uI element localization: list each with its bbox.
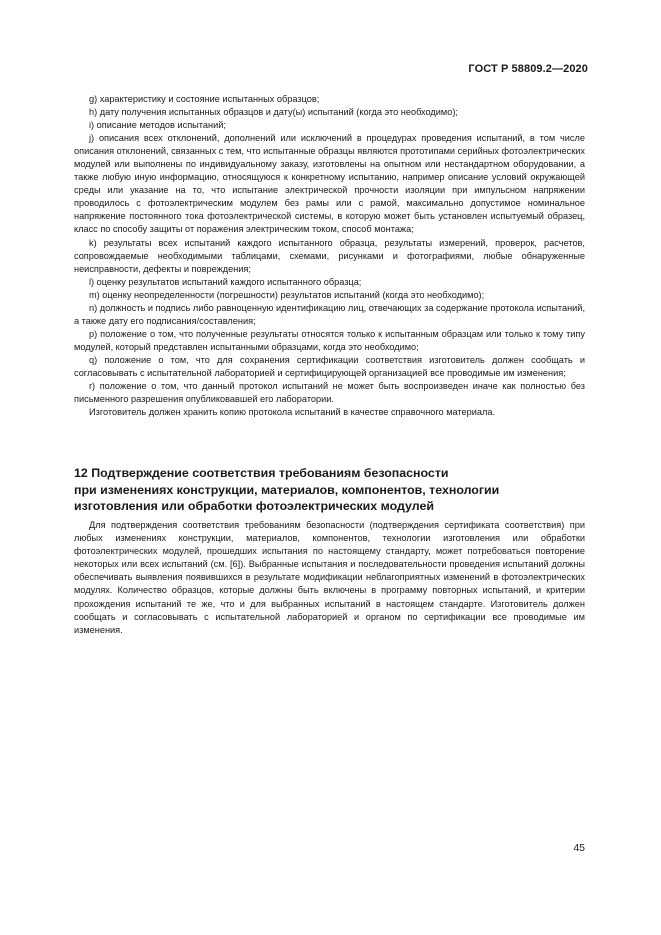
- list-item-l: l) оценку результатов испытаний каждого испытанного образца;: [89, 276, 362, 287]
- page-number: 45: [573, 842, 585, 854]
- report-contents-list: [74, 93, 585, 419]
- list-item-g: g) характеристику и состояние испытанных образцов;: [89, 94, 320, 104]
- closing-paragraph: Изготовитель должен хранить копию протокола испытаний в качестве справочного материала.: [89, 407, 496, 418]
- list-item-j: j) описания всех отклонений, дополнений или исключений в процедурах проведения испытаний, в том числе описания отклонений, связанных с тем, что испытанные образцы являются прототипами серийных фотоэлектрических модулей или выполнены по индивидуальному заказу, изготовлены на опытном или нестандартном оборудовании, а также любую иную информацию, относящуюся к конкретному испытанию, например описание условий окружающей среды или указание на то, что испытание электрической прочности изоляции при импульсном напряжении проводилось с фотоэлектрическим модулем без рамы или с рамой, максимально допустимое номинальное напряжение постоянного тока фотоэлектрической системы, в которую может быть установлен испытуемый образец, класс по способу защиты от поражения электрическим током, способ монтажа;: [74, 133, 585, 235]
- list-item-p: p) положение о том, что полученные результаты относятся только к испытанным образцам или только к тому типу модулей, который представлен испытанными образцами, когда это необходимо;: [74, 328, 585, 352]
- list-item-q: q) положение о том, что для сохранения сертификации соответствия изготовитель должен сообщать и согласовывать с испытательной лабораторией и сертифицирующей организацией все проводимые им изменения;: [74, 354, 585, 378]
- list-item-m: m) оценку неопределенности (погрешности) результатов испытаний (когда это необходимо);: [89, 289, 485, 300]
- document-id-header: ГОСТ Р 58809.2—2020: [468, 63, 588, 75]
- section-12-title: [74, 465, 585, 515]
- list-item-i: i) описание методов испытаний;: [89, 120, 226, 131]
- list-item-n: n) должность и подпись либо равноценную идентификацию лиц, отвечающих за содержание протокола испытаний, а также дату его подписания/составления;: [74, 302, 585, 326]
- list-item-k: k) результаты всех испытаний каждого испытанного образца, результаты измерений, проверок, расчетов, сопровождаемые необходимыми таблицами, схемами, рисунками и фотографиями, любые обнаруженные неисправности, дефекты и повреждения;: [74, 237, 585, 274]
- section-title-line-3: изготовления или обработки фотоэлектрических модулей: [74, 499, 434, 513]
- section-title-line-1: 12 Подтверждение соответствия требованиям безопасности: [74, 466, 449, 480]
- section-12-body: Для подтверждения соответствия требованиям безопасности (подтверждения сертификата соответствия) при любых изменениях конструкции, материалов, компонентов, технологии изготовления или обработки фотоэлектрических модулей, прошедших испытания по настоящему стандарту, может потребоваться повторение некоторых или всех испытаний (см. [6]). Выбранные испытания и последовательности проведения испытаний должны обеспечивать выявления появившихся в результате модификации неблагоприятных изменений в фотоэлектрических модулях. Количество образцов, которые должны быть включены в программу повторных испытаний, и критерии прохождения испытаний те же, что и для выбранных испытаний в настоящем стандарте. Изготовитель должен сообщать и согласовывать с испытательной лабораторией и органом по сертификации все проводимые им изменения.: [74, 520, 585, 635]
- list-item-h: h) дату получения испытанных образцов и дату(ы) испытаний (когда это необходимо);: [89, 107, 458, 118]
- list-item-r: r) положение о том, что данный протокол испытаний не может быть воспроизведен иначе как полностью без письменного разрешения опубликовавшей его лаборатории.: [74, 381, 585, 405]
- section-title-line-2: при изменениях конструкции, материалов, компонентов, технологии: [74, 482, 500, 497]
